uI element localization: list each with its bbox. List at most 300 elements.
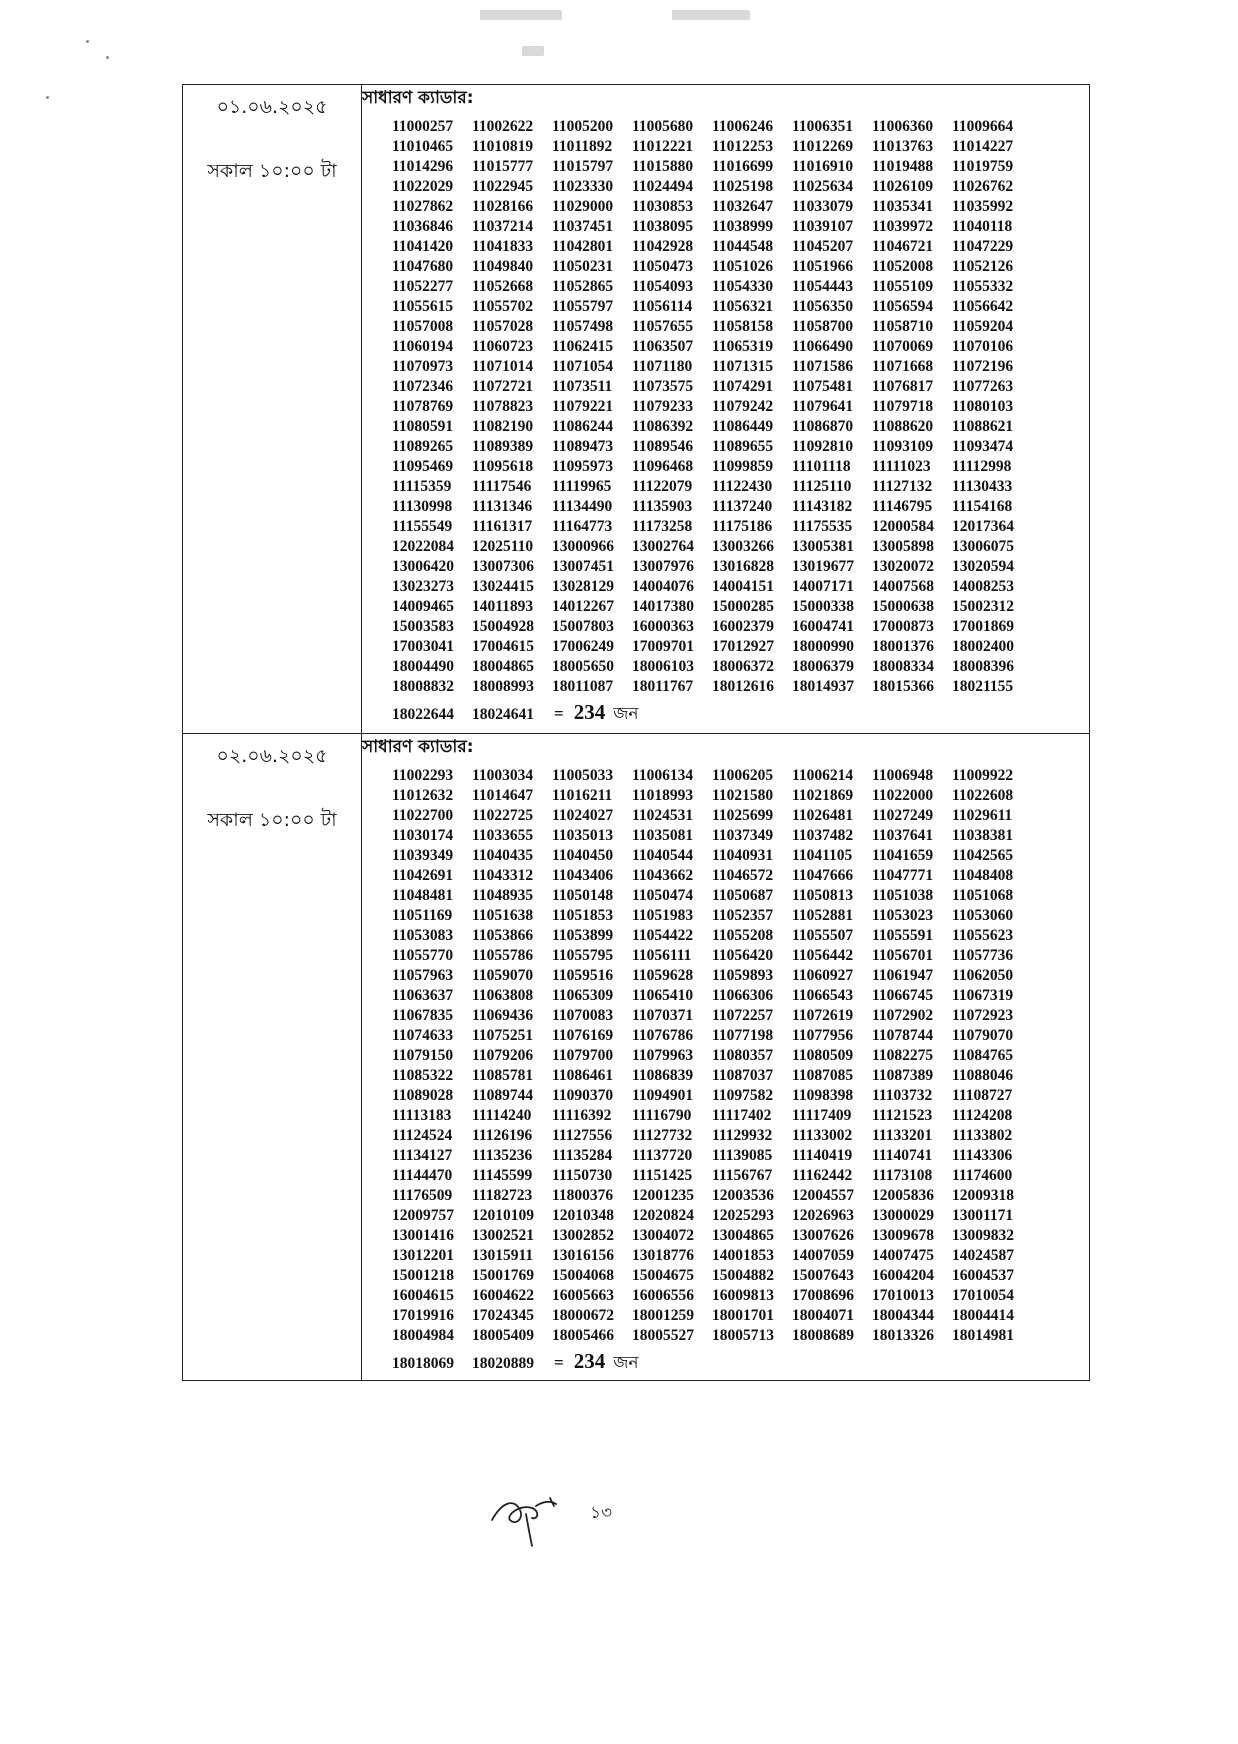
roll-number: 11078823	[472, 398, 534, 415]
roll-number: 11098398	[792, 1087, 854, 1104]
roll-number: 18021155	[952, 678, 1014, 695]
roll-number: 11047771	[872, 867, 934, 884]
roll-list-cell	[362, 734, 1090, 1381]
roll-number: 13007451	[552, 558, 614, 575]
roll-number: 11012253	[712, 138, 774, 155]
roll-number: 11056442	[792, 947, 854, 964]
roll-number: 11070973	[392, 358, 454, 375]
roll-number: 11087085	[792, 1067, 854, 1084]
roll-number: 17001869	[952, 618, 1014, 635]
roll-number: 11156767	[712, 1167, 773, 1184]
roll-row	[392, 1326, 1089, 1346]
roll-number: 11030853	[632, 198, 694, 215]
roll-number: 11079963	[632, 1047, 694, 1064]
roll-number: 11048935	[472, 887, 534, 904]
roll-number: 11094901	[632, 1087, 694, 1104]
roll-number: 14011893	[472, 598, 534, 615]
roll-number: 11082275	[872, 1047, 934, 1064]
roll-number: 12003536	[712, 1187, 774, 1204]
roll-number: 11116790	[632, 1107, 692, 1124]
roll-number: 11140741	[872, 1147, 933, 1164]
roll-number: 11182723	[472, 1187, 533, 1204]
roll-number: 11053866	[472, 927, 534, 944]
roll-number: 15000285	[712, 598, 774, 615]
roll-number: 11077263	[952, 378, 1014, 395]
roll-number: 11038095	[632, 218, 694, 235]
roll-number: 11082190	[472, 418, 534, 435]
roll-number: 11039107	[792, 218, 854, 235]
roll-number: 11047680	[392, 258, 454, 275]
roll-row	[392, 1226, 1089, 1246]
roll-number: 11088620	[872, 418, 934, 435]
roll-number: 11076169	[552, 1027, 614, 1044]
roll-number: 18000990	[792, 638, 854, 655]
roll-number: 14024587	[952, 1247, 1014, 1264]
roll-row	[392, 1286, 1089, 1306]
roll-number: 11049840	[472, 258, 534, 275]
roll-number: 11052277	[392, 278, 454, 295]
roll-number: 11032647	[712, 198, 774, 215]
roll-number: 14007171	[792, 578, 854, 595]
roll-number: 13007626	[792, 1227, 854, 1244]
roll-number: 11005200	[552, 118, 614, 135]
roll-row	[392, 1206, 1089, 1226]
roll-number: 11042565	[952, 847, 1014, 864]
roll-row	[392, 557, 1089, 577]
faint-stamp-mark	[672, 10, 750, 20]
roll-number: 11056701	[872, 947, 934, 964]
roll-number: 11025699	[712, 807, 774, 824]
roll-number: 11137240	[712, 498, 773, 515]
roll-row	[392, 577, 1089, 597]
roll-number: 13001416	[392, 1227, 454, 1244]
roll-number: 11024027	[552, 807, 614, 824]
roll-number: 18001259	[632, 1307, 694, 1324]
roll-number: 11053083	[392, 927, 454, 944]
roll-number: 11060927	[792, 967, 854, 984]
roll-number: 11146795	[872, 498, 933, 515]
roll-number: 11041420	[392, 238, 454, 255]
roll-row	[392, 357, 1089, 377]
roll-number: 18014937	[792, 678, 854, 695]
roll-number: 11135284	[552, 1147, 613, 1164]
roll-number: 11097582	[712, 1087, 774, 1104]
roll-number: 11055786	[472, 947, 534, 964]
roll-row	[392, 177, 1089, 197]
scan-speck	[46, 96, 49, 99]
roll-number: 14007568	[872, 578, 934, 595]
roll-number: 11135236	[472, 1147, 533, 1164]
roll-number: 11051638	[472, 907, 534, 924]
roll-number: 11014647	[472, 787, 534, 804]
roll-number: 11066745	[872, 987, 934, 1004]
roll-number: 11052008	[872, 258, 934, 275]
roll-number: 11175186	[712, 518, 773, 535]
roll-number: 11076786	[632, 1027, 694, 1044]
schedule-row	[183, 734, 1090, 1381]
roll-number: 11022725	[472, 807, 534, 824]
roll-number: 13005381	[792, 538, 854, 555]
roll-row	[392, 1046, 1089, 1066]
roll-row	[392, 1186, 1089, 1206]
roll-number: 11055109	[872, 278, 934, 295]
roll-number: 11077956	[792, 1027, 854, 1044]
roll-number: 13019677	[792, 558, 854, 575]
roll-number: 11058158	[712, 318, 774, 335]
roll-number: 14017380	[632, 598, 694, 615]
roll-number: 12004557	[792, 1187, 854, 1204]
roll-number: 11012269	[792, 138, 854, 155]
roll-number: 11078744	[872, 1027, 934, 1044]
roll-number: 11051966	[792, 258, 854, 275]
roll-number: 11063808	[472, 987, 534, 1004]
roll-number: 11070083	[552, 1007, 614, 1024]
roll-number: 18005409	[472, 1327, 534, 1344]
roll-number: 11129932	[712, 1127, 773, 1144]
roll-number: 11079641	[792, 398, 854, 415]
roll-number: 13012201	[392, 1247, 454, 1264]
roll-number: 11057736	[952, 947, 1014, 964]
roll-number: 11067319	[952, 987, 1014, 1004]
roll-number: 18008334	[872, 658, 934, 675]
roll-number: 11089473	[552, 438, 614, 455]
roll-number: 11052126	[952, 258, 1014, 275]
roll-number: 11127732	[632, 1127, 693, 1144]
roll-number: 15004882	[712, 1267, 774, 1284]
roll-number: 13006075	[952, 538, 1014, 555]
roll-number: 11037214	[472, 218, 534, 235]
roll-number: 11092810	[792, 438, 854, 455]
roll-row	[392, 297, 1089, 317]
roll-number: 12005836	[872, 1187, 934, 1204]
roll-number: 11133802	[952, 1127, 1013, 1144]
roll-number: 12009757	[392, 1207, 454, 1224]
roll-number: 11048481	[392, 887, 454, 904]
roll-number: 11059628	[632, 967, 694, 984]
roll-number: 11050148	[552, 887, 614, 904]
roll-number: 18008832	[392, 678, 454, 695]
page-number: ১৩	[590, 1503, 613, 1523]
roll-number: 11134127	[392, 1147, 453, 1164]
roll-number: 11164773	[552, 518, 613, 535]
scan-speck	[106, 56, 109, 59]
roll-number: 11036846	[392, 218, 454, 235]
roll-number: 11065319	[712, 338, 774, 355]
roll-row	[392, 1246, 1089, 1266]
total-count: 234	[573, 700, 606, 724]
roll-number: 11077198	[712, 1027, 774, 1044]
count-unit: জন	[613, 1353, 639, 1373]
roll-number: 11154168	[952, 498, 1013, 515]
summary-row	[392, 1348, 1089, 1374]
roll-number: 11052357	[712, 907, 774, 924]
roll-number: 11161317	[472, 518, 533, 535]
roll-number: 11050813	[792, 887, 854, 904]
roll-number: 11058710	[872, 318, 934, 335]
roll-number: 11087037	[712, 1067, 774, 1084]
roll-number: 11072619	[792, 1007, 854, 1024]
roll-number: 11055591	[872, 927, 934, 944]
roll-number: 11066543	[792, 987, 854, 1004]
roll-number: 11086392	[632, 418, 694, 435]
roll-number: 11150730	[552, 1167, 613, 1184]
roll-number: 18004414	[952, 1307, 1014, 1324]
roll-number: 15001769	[472, 1267, 534, 1284]
roll-number: 11047229	[952, 238, 1014, 255]
roll-number: 14004076	[632, 578, 694, 595]
exam-time: সকাল ১০:০০ টা	[207, 809, 337, 831]
roll-number: 18008993	[472, 678, 534, 695]
roll-row	[392, 397, 1089, 417]
roll-number: 11056350	[792, 298, 854, 315]
roll-number: 11086461	[552, 1067, 614, 1084]
roll-number: 11051983	[632, 907, 694, 924]
roll-number: 18004865	[472, 658, 534, 675]
roll-number: 11038381	[952, 827, 1014, 844]
roll-number: 11033655	[472, 827, 534, 844]
roll-number: 11037349	[712, 827, 774, 844]
roll-row	[392, 217, 1089, 237]
roll-number: 11022700	[392, 807, 454, 824]
roll-number: 15007803	[552, 618, 614, 635]
schedule-row	[183, 85, 1090, 734]
roll-number: 11006246	[712, 118, 774, 135]
roll-number: 11015797	[552, 158, 614, 175]
roll-number: 17010054	[952, 1287, 1014, 1304]
roll-row	[392, 766, 1089, 786]
roll-number: 11065309	[552, 987, 614, 1004]
roll-number: 11050231	[552, 258, 614, 275]
roll-number: 11079700	[552, 1047, 614, 1064]
date-time-cell	[183, 85, 362, 734]
roll-number: 11080509	[792, 1047, 854, 1064]
roll-number: 11055615	[392, 298, 454, 315]
roll-number: 11173108	[872, 1167, 933, 1184]
roll-number: 13006420	[392, 558, 454, 575]
roll-number: 11075481	[792, 378, 854, 395]
exam-time: সকাল ১০:০০ টা	[207, 160, 337, 182]
roll-number: 11070371	[632, 1007, 694, 1024]
roll-number: 13015911	[472, 1247, 534, 1264]
roll-number: 15000338	[792, 598, 854, 615]
roll-number: 11035081	[632, 827, 694, 844]
roll-number: 11038999	[712, 218, 774, 235]
roll-number: 13009832	[952, 1227, 1014, 1244]
roll-number: 17012927	[712, 638, 774, 655]
roll-number: 11119965	[552, 478, 612, 495]
roll-number: 11174600	[952, 1167, 1013, 1184]
roll-number: 11093474	[952, 438, 1014, 455]
roll-number: 11019759	[952, 158, 1014, 175]
roll-number: 18005466	[552, 1327, 614, 1344]
roll-number: 11065410	[632, 987, 694, 1004]
roll-number: 11133002	[792, 1127, 853, 1144]
roll-number: 11127556	[552, 1127, 613, 1144]
roll-number: 11006134	[632, 767, 694, 784]
roll-number: 11079221	[552, 398, 614, 415]
roll-number: 16009813	[712, 1287, 774, 1304]
roll-number: 11085781	[472, 1067, 534, 1084]
roll-number: 11127132	[872, 478, 933, 495]
roll-number: 17006249	[552, 638, 614, 655]
roll-number: 11155549	[392, 518, 453, 535]
roll-number: 18006379	[792, 658, 854, 675]
roll-number: 11026109	[872, 178, 934, 195]
roll-number: 11006205	[712, 767, 774, 784]
roll-number: 14004151	[712, 578, 774, 595]
roll-number: 14001853	[712, 1247, 774, 1264]
roll-row	[392, 906, 1089, 926]
roll-number: 18001376	[872, 638, 934, 655]
roll-number: 11022608	[952, 787, 1014, 804]
roll-number: 11003034	[472, 767, 534, 784]
roll-row	[392, 597, 1089, 617]
roll-number: 11089655	[712, 438, 774, 455]
roll-number: 11042801	[552, 238, 614, 255]
roll-number: 13004865	[712, 1227, 774, 1244]
roll-number: 11072721	[472, 378, 534, 395]
roll-number: 18002400	[952, 638, 1014, 655]
roll-number: 11014227	[952, 138, 1014, 155]
roll-number: 18000672	[552, 1307, 614, 1324]
roll-number: 11041659	[872, 847, 934, 864]
roll-number: 11044548	[712, 238, 774, 255]
roll-row	[392, 1126, 1089, 1146]
roll-number: 18024641	[472, 706, 534, 723]
roll-row	[392, 437, 1089, 457]
roll-number: 11050474	[632, 887, 694, 904]
roll-number: 11054422	[632, 927, 694, 944]
roll-number: 11133201	[872, 1127, 933, 1144]
roll-number: 18006372	[712, 658, 774, 675]
roll-number: 11176509	[392, 1187, 453, 1204]
roll-number: 18020889	[472, 1355, 534, 1372]
roll-row	[392, 1086, 1089, 1106]
roll-number: 18008396	[952, 658, 1014, 675]
total-count: 234	[573, 1349, 606, 1373]
roll-number: 11055795	[552, 947, 614, 964]
roll-number: 11056594	[872, 298, 934, 315]
roll-number: 11101118	[792, 458, 851, 475]
roll-number: 11054093	[632, 278, 694, 295]
roll-number: 11055770	[392, 947, 454, 964]
roll-number: 11058700	[792, 318, 854, 335]
roll-number: 11039349	[392, 847, 454, 864]
cadre-title: সাধারণ ক্যাডার:	[362, 88, 474, 108]
roll-number: 11016211	[552, 787, 613, 804]
roll-number: 17003041	[392, 638, 454, 655]
roll-number: 11071586	[792, 358, 854, 375]
roll-number: 11057655	[632, 318, 694, 335]
roll-number: 11115359	[392, 478, 452, 495]
roll-number: 18004984	[392, 1327, 454, 1344]
roll-number: 13020594	[952, 558, 1014, 575]
roll-number: 11056420	[712, 947, 774, 964]
roll-row	[392, 537, 1089, 557]
roll-number: 11010819	[472, 138, 534, 155]
roll-number: 11015777	[472, 158, 534, 175]
roll-number: 11055623	[952, 927, 1014, 944]
cadre-title: সাধারণ ক্যাডার:	[362, 737, 474, 757]
roll-number: 11800376	[552, 1187, 614, 1204]
roll-number: 18014981	[952, 1327, 1014, 1344]
equals-sign: =	[554, 1353, 564, 1372]
roll-row	[392, 1106, 1089, 1126]
roll-number: 11045207	[792, 238, 854, 255]
roll-number: 11050687	[712, 887, 774, 904]
roll-number: 11089028	[392, 1087, 454, 1104]
roll-number: 11009922	[952, 767, 1014, 784]
roll-number: 11066490	[792, 338, 854, 355]
roll-row	[392, 257, 1089, 277]
roll-number: 11018993	[632, 787, 694, 804]
roll-number: 11089744	[472, 1087, 534, 1104]
count-unit: জন	[613, 704, 639, 724]
roll-number: 11015880	[632, 158, 694, 175]
roll-row	[392, 966, 1089, 986]
roll-number: 11006214	[792, 767, 854, 784]
roll-number: 18005650	[552, 658, 614, 675]
roll-number: 11130433	[952, 478, 1013, 495]
roll-number: 11062050	[952, 967, 1014, 984]
roll-number: 11125110	[792, 478, 852, 495]
roll-number: 11086839	[632, 1067, 694, 1084]
roll-number: 11021869	[792, 787, 854, 804]
exam-schedule-table	[182, 84, 1090, 1381]
roll-number: 11053060	[952, 907, 1014, 924]
roll-row	[392, 1166, 1089, 1186]
roll-number: 11043662	[632, 867, 694, 884]
roll-number: 11116392	[552, 1107, 612, 1124]
roll-number: 11067835	[392, 1007, 454, 1024]
faint-stamp-mark	[480, 10, 562, 20]
roll-number: 11014296	[392, 158, 454, 175]
roll-number: 11093109	[872, 438, 934, 455]
roll-number: 13018776	[632, 1247, 694, 1264]
roll-number: 11121523	[872, 1107, 933, 1124]
roll-number: 17024345	[472, 1307, 534, 1324]
roll-row	[392, 806, 1089, 826]
roll-number: 15000638	[872, 598, 934, 615]
roll-number: 11071315	[712, 358, 774, 375]
roll-number: 11080357	[712, 1047, 774, 1064]
roll-number: 11055797	[552, 298, 614, 315]
roll-number: 11175535	[792, 518, 853, 535]
roll-number: 16004741	[792, 618, 854, 635]
roll-number: 11057963	[392, 967, 454, 984]
exam-date: ০২.০৬.২০২৫	[216, 745, 328, 767]
roll-number: 11059893	[712, 967, 774, 984]
roll-number: 11122079	[632, 478, 693, 495]
roll-summary	[392, 1348, 1089, 1374]
roll-number: 16004615	[392, 1287, 454, 1304]
roll-number: 11056111	[632, 947, 692, 964]
roll-number: 11010465	[392, 138, 454, 155]
roll-number-grid	[392, 766, 1089, 1346]
roll-number: 11050473	[632, 258, 694, 275]
roll-number: 11096468	[632, 458, 694, 475]
faint-stamp-mark	[522, 46, 544, 56]
roll-number: 11145599	[472, 1167, 533, 1184]
roll-number: 11035013	[552, 827, 614, 844]
roll-number: 11088046	[952, 1067, 1014, 1084]
roll-number: 18015366	[872, 678, 934, 695]
roll-number: 11089546	[632, 438, 694, 455]
roll-number: 11072923	[952, 1007, 1014, 1024]
roll-number: 11021580	[712, 787, 774, 804]
roll-number: 11114240	[472, 1107, 532, 1124]
roll-number: 18012616	[712, 678, 774, 695]
